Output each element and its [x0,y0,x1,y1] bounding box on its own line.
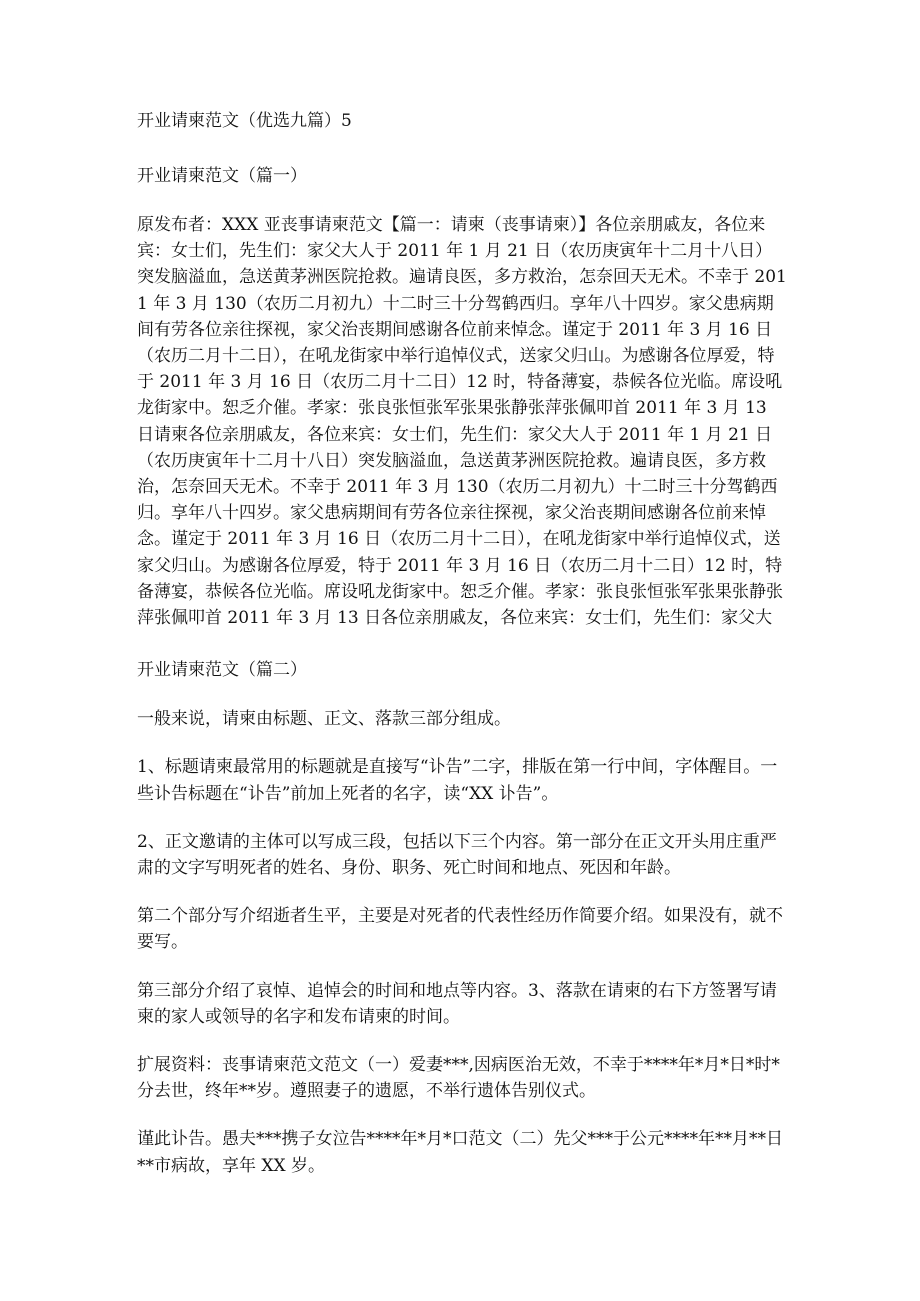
body-paragraph: 第二个部分写介绍逝者生平，主要是对死者的代表性经历作简要介绍。如果没有，就不要写。 [137,906,783,953]
document-title: 开业请柬范文（优选九篇）5 [137,111,352,131]
section-one [137,163,787,631]
body-paragraph: 一般来说，请柬由标题、正文、落款三部分组成。 [137,709,511,730]
section-heading: 开业请柬范文（篇二） [137,660,307,681]
document-page [137,108,787,1201]
section-heading: 开业请柬范文（篇一） [137,166,307,186]
body-paragraph: 扩展资料：丧事请柬范文范文（一）爱妻***,因病医治无效，不幸于****年*月*日*时*分去世，终年**岁。遵照妻子的遗愿，不举行遗体告别仪式。 [137,1055,780,1102]
body-paragraph: 1、标题请柬最常用的标题就是直接写“讣告”二字，排版在第一行中间，字体醒目。一些讣告标题在“讣告”前加上死者的名字，读“XX 讣告”。 [137,757,778,804]
section-two [137,657,787,1179]
body-paragraph: 谨此讣告。愚夫***携子女泣告****年*月*口范文（二）先父***于公元****年**月**日**市病故，享年 XX 岁。 [137,1129,783,1176]
body-paragraph: 2、正文邀请的主体可以写成三段，包括以下三个内容。第一部分在正文开头用庄重严肃的文字写明死者的姓名、身份、职务、死亡时间和地点、死因和年龄。 [137,831,777,879]
body-paragraph: 原发布者：XXX 亚丧事请柬范文【篇一：请柬（丧事请柬）】各位亲朋戚友，各位来宾：女士们，先生们：家父大人于 2011 年 1 月 21 日（农历庚寅年十二月十八日）突发脑溢血，急送黄茅洲医院抢救。遍请良医，多方救治，怎奈回天无术。不幸于 2011 年 3 月 130（农历二月初九）十二时三十分驾鹤西归。享年八十四岁。家父患病期间有劳各位亲往探视，家父治丧期间感谢各位前来悼念。谨定于 2011 年 3 月 16 日（农历二月十二日），在吼龙街家中举行追悼仪式，送家父归山。为感谢各位厚爱，特于 2011 年 3 月 16 日（农历二月十二日）12 时，特备薄宴，恭候各位光临。席设吼龙街家中。恕乏介催。孝家：张良张恒张军张果张静张萍张佩叩首 2011 年 3 月 13 日请柬各位亲朋戚友，各位来宾：女士们，先生们：家父大人于 2011 年 1 月 21 日（农历庚寅年十二月十八日）突发脑溢血，急送黄茅洲医院抢救。遍请良医，多方救治，怎奈回天无术。不幸于 2011 年 3 月 130（农历二月初九）十二时三十分驾鹤西归。享年八十四岁。家父患病期间有劳各位亲往探视，家父治丧期间感谢各位前来悼念。谨定于 2011 年 3 月 16 日（农历二月十二日），在吼龙街家中举行追悼仪式，送家父归山。为感谢各位厚爱，特于 2011 年 3 月 16 日（农历二月十二日）12 时，特备薄宴，恭候各位光临。席设吼龙街家中。恕乏介催。孝家：张良张恒张军张果张静张萍张佩叩首 2011 年 3 月 13 日各位亲朋戚友，各位来宾：女士们，先生们：家父大 [137,215,787,629]
body-paragraph: 第三部分介绍了哀悼、追悼会的时间和地点等内容。3、落款在请柬的右下方签署写请柬的家人或领导的名字和发布请柬的时间。 [137,980,777,1027]
